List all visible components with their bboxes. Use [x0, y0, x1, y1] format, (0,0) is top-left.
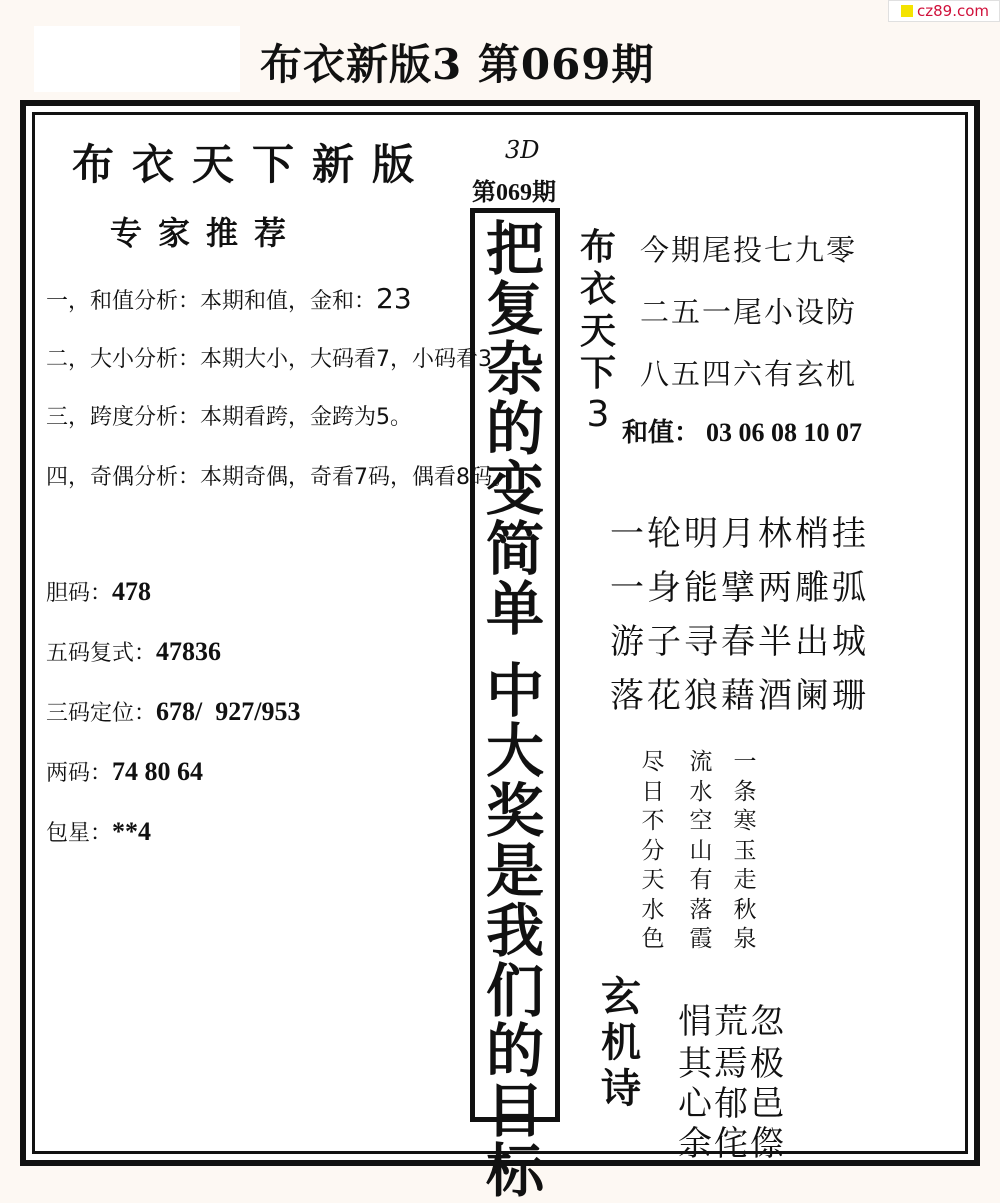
pick-label: 胆码： — [46, 581, 113, 606]
tag-3d: 3D — [505, 136, 540, 164]
vertical-poem-column — [638, 748, 668, 955]
vpoem-char: 天 — [641, 867, 665, 893]
pick-line — [46, 636, 221, 667]
site-watermark — [888, 0, 1000, 22]
xuanji-char: 诗 — [601, 1065, 641, 1112]
vpoem-char: 玉 — [733, 837, 757, 864]
slogan-char: 的 — [485, 395, 544, 463]
vpoem-char: 走 — [733, 867, 757, 893]
pick-line — [46, 576, 151, 607]
pick-label: 三码定位： — [46, 701, 157, 726]
pick-value: 478 — [112, 577, 152, 606]
slogan-char: 大 — [485, 717, 544, 785]
vpoem-char: 寒 — [733, 808, 757, 834]
poem-line: 游子寻春半出城 — [610, 622, 869, 662]
pick-label: 包星： — [46, 821, 113, 846]
pick-line — [46, 696, 300, 727]
slogan-column — [470, 208, 560, 1203]
slogan-char: 目 — [485, 1077, 544, 1145]
slogan-char: 把 — [485, 215, 544, 283]
watermark-text: cz89.com — [917, 2, 990, 20]
vpoem-char: 不 — [641, 808, 665, 834]
vpoem-char: 山 — [689, 837, 713, 864]
hezhi-values: 03 06 08 10 07 — [706, 418, 863, 447]
analysis-label: 一，和值分析：本期和值，金和： — [46, 289, 377, 314]
big-title: 布衣天下新版 — [72, 140, 433, 189]
poem-line: 一轮明月林梢挂 — [610, 514, 869, 554]
vpoem-char: 落 — [689, 896, 713, 923]
pick-line — [46, 756, 203, 787]
vertical-brand — [574, 226, 622, 436]
brand-char: 衣 — [579, 268, 616, 310]
hezhi-line — [622, 412, 862, 449]
slogan-char: 奖 — [485, 777, 544, 845]
xuanji-char: 玄 — [601, 973, 641, 1020]
slogan-char: 中 — [485, 657, 544, 725]
slogan-char: 杂 — [485, 335, 544, 403]
vpoem-char: 一 — [733, 749, 757, 775]
pick-line — [46, 816, 151, 847]
slogan-char: 复 — [485, 275, 544, 343]
verse-line: 二五一尾小设防 — [640, 295, 858, 329]
pick-value: 47836 — [156, 637, 222, 666]
hezhi-label: 和值： — [622, 418, 701, 448]
slogan-char: 是 — [485, 837, 544, 905]
brand-char: 天 — [579, 310, 616, 352]
analysis-line — [46, 282, 412, 315]
pick-value: 678/ 927/953 — [156, 697, 301, 726]
vpoem-char: 尽 — [641, 749, 665, 775]
riddle-line: 余侘傺 — [678, 1124, 786, 1164]
vertical-poem-column — [686, 748, 716, 955]
xuanji-char: 机 — [601, 1019, 641, 1066]
xuanji-label — [596, 974, 646, 1112]
pick-value: 74 80 64 — [112, 757, 204, 786]
vpoem-char: 色 — [641, 926, 665, 952]
sub-title: 专家推荐 — [110, 214, 303, 252]
page-title: 布衣新版3 第069期 — [260, 40, 655, 89]
brand-char: 布 — [579, 226, 616, 268]
slogan-char: 的 — [485, 1017, 544, 1085]
vpoem-char: 条 — [733, 778, 757, 805]
slogan-char: 我 — [485, 897, 544, 965]
riddle-line: 其焉极 — [678, 1044, 786, 1084]
slogan-char: 标 — [485, 1137, 544, 1203]
slogan-char: 单 — [485, 575, 544, 643]
slogan-char: 简 — [485, 515, 544, 583]
verse-line: 今期尾投七九零 — [640, 233, 858, 267]
vpoem-char: 有 — [689, 867, 713, 893]
analysis-line — [46, 460, 514, 491]
verse-line: 八五四六有玄机 — [640, 357, 858, 391]
poem-line: 一身能擘两雕弧 — [610, 568, 869, 608]
brand-char: 下 — [579, 352, 616, 394]
vpoem-char: 霞 — [689, 926, 713, 952]
riddle-line: 悁荒忽 — [678, 1002, 786, 1042]
vpoem-char: 日 — [641, 778, 665, 805]
vpoem-char: 流 — [689, 749, 713, 775]
analysis-label: 三，跨度分析：本期看跨，金跨为5。 — [46, 405, 412, 430]
vpoem-char: 水 — [641, 896, 665, 923]
vpoem-char: 水 — [689, 778, 713, 805]
watermark-square-icon — [901, 5, 913, 17]
vpoem-char: 秋 — [733, 896, 757, 923]
slogan-char: 变 — [485, 455, 544, 523]
analysis-label: 四，奇偶分析：本期奇偶，奇看7码，偶看8码。 — [46, 465, 514, 490]
brand-char: 3 — [586, 394, 610, 435]
analysis-value: 23 — [376, 282, 412, 315]
riddle-line: 心郁邑 — [678, 1084, 786, 1124]
analysis-label: 二，大小分析：本期大小，大码看7，小码看3 — [46, 347, 492, 372]
pick-label: 两码： — [46, 761, 113, 786]
analysis-line — [46, 342, 492, 373]
vpoem-char: 空 — [689, 808, 713, 834]
poem-line: 落花狼藉酒阑珊 — [610, 676, 869, 716]
pick-value: **4 — [112, 817, 152, 846]
vertical-poem-column — [730, 748, 760, 955]
slogan-char: 们 — [485, 957, 544, 1025]
pick-label: 五码复式： — [46, 641, 157, 666]
vpoem-char: 分 — [641, 837, 665, 864]
analysis-line — [46, 400, 412, 431]
blank-patch — [34, 26, 240, 92]
issue-number: 第069期 — [472, 180, 556, 206]
vpoem-char: 泉 — [733, 926, 757, 952]
